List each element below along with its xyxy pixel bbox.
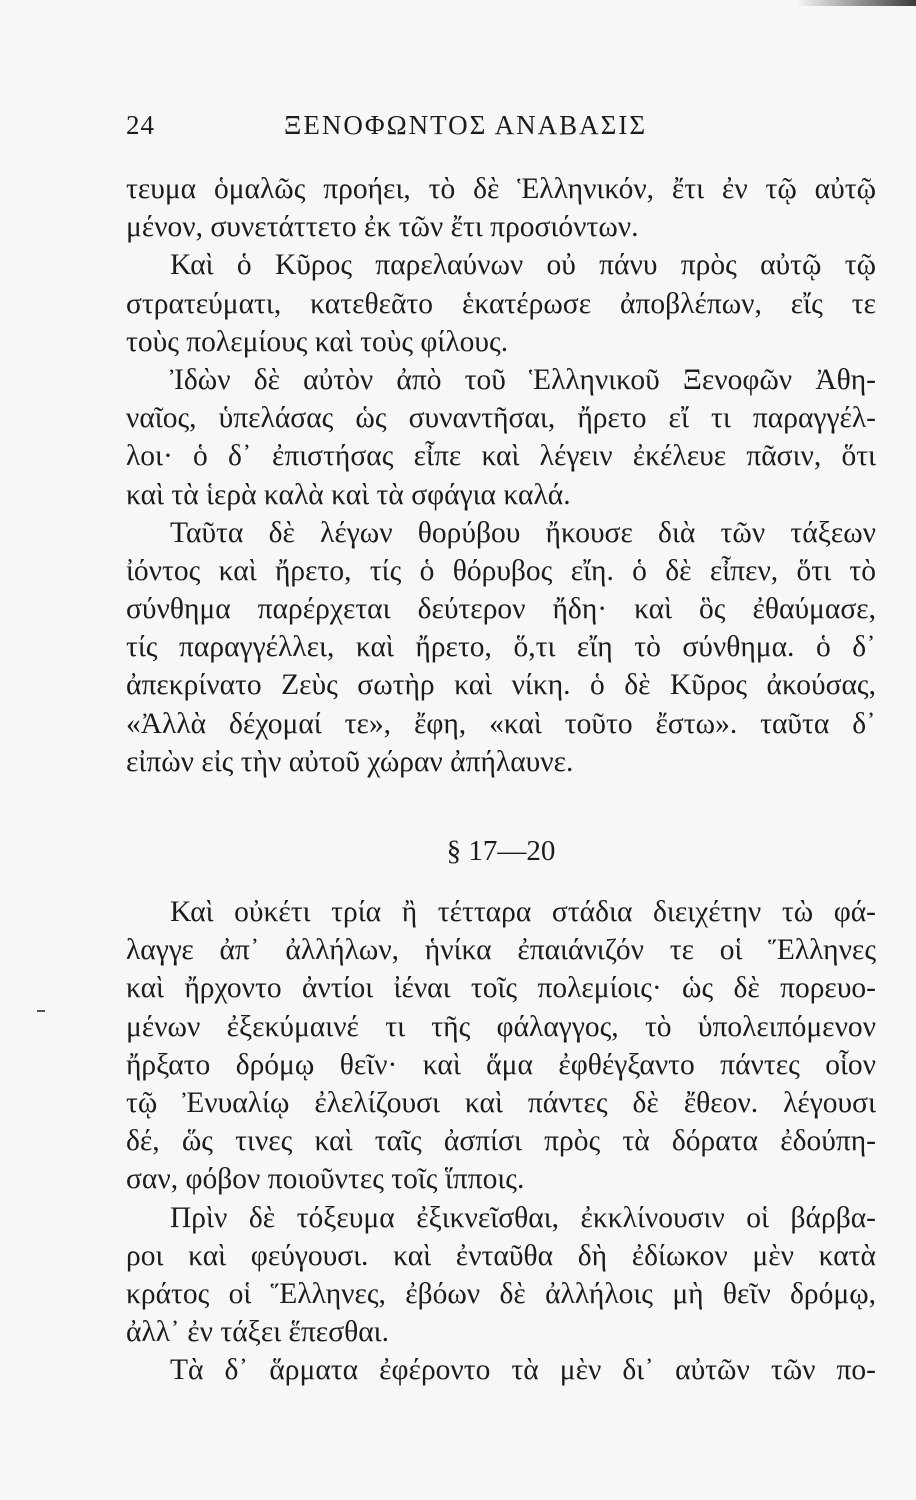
text-block-1 xyxy=(126,170,876,781)
margin-mark xyxy=(37,1010,45,1012)
text-line: σύνθημα παρέρχεται δεύτερον ἤδη· καὶ ὃς ἐθαύμασε, xyxy=(126,593,876,626)
text-line: καὶ ἤρχοντο ἀντίοι ἰέναι τοῖς πολεμίοις· ὡς δὲ πορευο- xyxy=(126,972,876,1005)
running-title: ΞΕΝΟΦΩΝΤΟΣ ΑΝΑΒΑΣΙΣ xyxy=(284,110,648,140)
text-line: Πρὶν δὲ τόξευμα ἐξικνεῖσθαι, ἐκκλίνουσιν οἱ βάρβα- xyxy=(170,1201,876,1234)
text-line: ἀλλ᾽ ἐν τάξει ἕπεσθαι. xyxy=(126,1316,389,1349)
text-line: τίς παραγγέλλει, καὶ ἤρετο, ὅ,τι εἴη τὸ σύνθημα. ὁ δ᾽ xyxy=(126,631,876,664)
text-block-2 xyxy=(126,893,876,1389)
text-line: Καὶ ὁ Κῦρος παρελαύνων οὐ πάνυ πρὸς αὐτῷ τῷ xyxy=(170,249,876,282)
text-line: λαγγε ἀπ᾽ ἀλλήλων, ἡνίκα ἐπαιάνιζόν τε οἱ Ἕλληνες xyxy=(126,934,876,967)
text-line: τῷ Ἐνυαλίῳ ἐλελίζουσι καὶ πάντες δὲ ἔθεον. λέγουσι xyxy=(126,1086,876,1119)
text-line: καὶ τὰ ἱερὰ καλὰ καὶ τὰ σφάγια καλά. xyxy=(126,478,571,511)
text-line: ἀπεκρίνατο Ζεὺς σωτὴρ καὶ νίκη. ὁ δὲ Κῦρος ἀκούσας, xyxy=(126,669,876,702)
text-line: σαν, φόβον ποιοῦντες τοῖς ἵπποις. xyxy=(126,1163,525,1196)
text-line: τευμα ὁμαλῶς προήει, τὸ δὲ Ἑλληνικόν, ἔτι ἐν τῷ αὐτῷ xyxy=(126,173,876,205)
page-number: 24 xyxy=(126,110,155,140)
text-line: εἰπὼν εἰς τὴν αὐτοῦ χώραν ἀπήλαυνε. xyxy=(126,745,574,778)
text-line: μένων ἐξεκύμαινέ τι τῆς φάλαγγος, τὸ ὑπολειπόμενον xyxy=(126,1010,876,1043)
text-line: Καὶ οὐκέτι τρία ἢ τέτταρα στάδια διειχέτην τὼ φά- xyxy=(170,896,876,928)
text-line: ροι καὶ φεύγουσι. καὶ ἐνταῦθα δὴ ἐδίωκον μὲν κατὰ xyxy=(126,1239,876,1272)
text-line: Ταῦτα δὲ λέγων θορύβου ἤκουσε διὰ τῶν τάξεων xyxy=(170,516,876,549)
scan-edge-shadow xyxy=(796,0,916,6)
text-line: ἰόντος καὶ ἤρετο, τίς ὁ θόρυβος εἴη. ὁ δὲ εἶπεν, ὅτι τὸ xyxy=(126,554,876,587)
text-line: στρατεύματι, κατεθεᾶτο ἑκατέρωσε ἀποβλέπων, εἴς τε xyxy=(126,287,876,320)
text-line: μένον, συνετάττετο ἐκ τῶν ἔτι προσιόντων. xyxy=(126,211,639,244)
text-line: Ἰδὼν δὲ αὐτὸν ἀπὸ τοῦ Ἑλληνικοῦ Ξενοφῶν Ἀθη- xyxy=(170,363,876,396)
text-line: κράτος οἱ Ἕλληνες, ἐβόων δὲ ἀλλήλοις μὴ θεῖν δρόμῳ, xyxy=(126,1277,876,1310)
text-line: Τὰ δ᾽ ἅρματα ἐφέροντο τὰ μὲν δι᾽ αὐτῶν τῶν πο- xyxy=(170,1354,876,1387)
page-header xyxy=(126,110,826,150)
text-line: ἤρξατο δρόμῳ θεῖν· καὶ ἅμα ἐφθέγξαντο πάντες οἷον xyxy=(126,1048,876,1081)
text-line: «Ἀλλὰ δέχομαί τε», ἔφη, «καὶ τοῦτο ἔστω». ταῦτα δ᾽ xyxy=(126,707,876,740)
text-line: δέ, ὥς τινες καὶ ταῖς ἀσπίσι πρὸς τὰ δόρατα ἐδούπη- xyxy=(126,1125,876,1158)
text-line: ναῖος, ὑπελάσας ὡς συναντῆσαι, ἤρετο εἴ τι παραγγέλ- xyxy=(126,402,876,435)
text-line: λοι· ὁ δ᾽ ἐπιστήσας εἶπε καὶ λέγειν ἐκέλευε πᾶσιν, ὅτι xyxy=(126,440,876,473)
section-heading: § 17—20 xyxy=(446,835,556,867)
text-line: τοὺς πολεμίους καὶ τοὺς φίλους. xyxy=(126,325,509,358)
